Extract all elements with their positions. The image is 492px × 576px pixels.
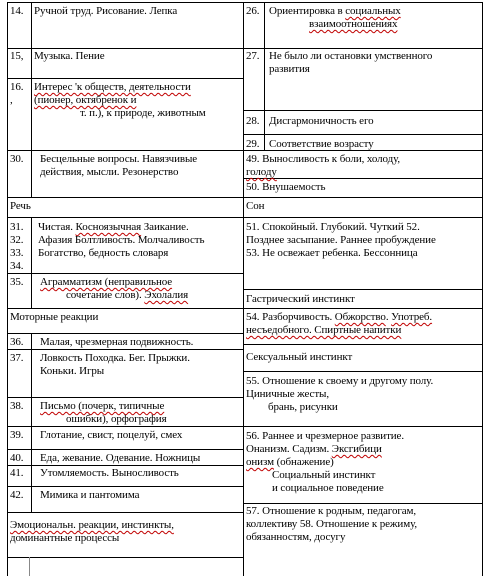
row-rule-r51	[243, 217, 482, 218]
cell-text-r36	[40, 336, 193, 349]
row-number-r42: 42.	[10, 489, 24, 501]
text-run: онизм	[246, 456, 274, 468]
text-run: 50. Внушаемость	[246, 181, 326, 193]
row-number-r15: 15,	[10, 50, 24, 62]
row-number-r31-2: 33.	[10, 247, 24, 259]
cell-line-r38-1	[66, 413, 167, 426]
cell-line-r51-0	[246, 221, 420, 234]
table-border-left	[7, 2, 8, 576]
row-number-r26: 26.	[246, 5, 260, 17]
cell-line-r56-1	[246, 443, 382, 456]
row-rule-r16	[7, 78, 243, 79]
cell-line-r56-3	[272, 469, 375, 482]
row-number-r27: 27.	[246, 50, 260, 62]
row-rule-r42	[7, 486, 243, 487]
text-run: Эксгибици	[331, 443, 382, 455]
text-run: Онанизм. Садизм.	[246, 443, 332, 455]
text-run: действия, мысли. Резонерство	[40, 166, 179, 178]
row-rule-r35	[7, 273, 243, 274]
text-run: т. п.), к природе, животным	[80, 107, 206, 119]
cell-text-r42	[40, 489, 139, 502]
cell-line-r27-0	[269, 50, 432, 63]
text-run: Обжорство	[334, 311, 386, 323]
column-divider-main	[243, 2, 244, 576]
text-run: (пионер, октябренок и	[34, 94, 137, 106]
row-number-suffix-r16: ,	[10, 94, 13, 106]
row-rule-speech	[7, 197, 243, 198]
text-run: .	[385, 311, 392, 323]
cell-text-r28	[269, 115, 374, 128]
row-rule-sleep	[243, 197, 482, 198]
number-column-motor	[31, 333, 32, 512]
row-rule-sexual	[243, 344, 482, 345]
cell-line-r26-0	[269, 5, 401, 18]
text-run: обязанностям, досугу	[246, 531, 346, 543]
cell-text-r14	[34, 5, 177, 18]
cell-text-r41	[40, 467, 179, 480]
text-run: несъедобного. Спиртные напитки	[246, 324, 402, 336]
cell-line-r35-0	[40, 276, 172, 289]
cell-line-r35-1	[66, 289, 188, 302]
row-rule-r27	[243, 48, 482, 49]
cell-line-r55-1	[246, 388, 329, 401]
row-number-r16: 16.	[10, 81, 24, 93]
cell-line-r26-1	[309, 18, 397, 31]
text-run: сочетание слов).	[66, 289, 145, 301]
row-rule-r31	[7, 217, 243, 218]
row-rule-r29	[243, 134, 482, 135]
text-run: Бесцельные вопросы. Навязчивые	[40, 153, 198, 165]
table-border-top	[7, 2, 482, 3]
number-column-right-top	[264, 2, 265, 150]
cell-line-r16-1	[34, 94, 136, 107]
text-run: Малая, чрезмерная подвижность.	[40, 336, 194, 348]
cell-line-r31-1	[38, 234, 204, 247]
text-run: Письмо (почерк, типичные	[40, 400, 165, 412]
row-rule-r56	[243, 426, 482, 427]
text-run: Не было ли остановки умственного	[269, 50, 433, 62]
row-number-r38: 38.	[10, 400, 24, 412]
row-number-r30: 30.	[10, 153, 24, 165]
text-run: 57. Отношение к родным, педагогам,	[246, 505, 417, 517]
text-run: Афазия Болтливость. Молчаливость	[38, 234, 205, 246]
cell-line-r51-2	[246, 247, 418, 260]
cell-line-r27-1	[269, 63, 310, 76]
row-rule-r41	[7, 465, 243, 466]
text-run: социальных	[345, 5, 401, 17]
cell-line-r55-0	[246, 375, 433, 388]
row-rule-r50	[243, 178, 482, 179]
section-heading-motor: Моторные реакции	[10, 311, 99, 323]
cell-line-r56-4	[272, 482, 384, 495]
row-rule-motor	[7, 308, 243, 309]
row-rule-r57	[243, 503, 482, 504]
cell-line-r30-1	[40, 166, 178, 179]
cell-line-r57-2	[246, 531, 345, 544]
text-run: Ориентировка в	[269, 5, 346, 17]
cell-line-r51-1	[246, 234, 436, 247]
text-run: Употреб.	[391, 311, 433, 323]
text-run: Соответствие возрасту	[269, 138, 374, 150]
text-run: Социальный инстинкт	[272, 469, 376, 481]
row-number-r14: 14.	[10, 5, 24, 17]
cell-line-emo-1	[10, 532, 119, 545]
cell-line-r49-0	[246, 153, 400, 166]
cell-line-r56-2	[246, 456, 334, 469]
faint-divider-bottom	[29, 557, 30, 576]
cell-line-r37-1	[40, 365, 104, 378]
row-rule-r54	[243, 308, 482, 309]
text-run: Интерес 'к обществ, деятельности	[34, 81, 191, 93]
text-run: Глотание, свист, поцелуй, смех	[40, 429, 183, 441]
text-run: Аграмматизм (неправильное	[40, 276, 173, 288]
text-run: Еда, жевание. Одевание. Ножницы	[40, 452, 201, 464]
row-rule-r15	[7, 48, 243, 49]
cell-line-r57-1	[246, 518, 417, 531]
row-number-r41: 41.	[10, 467, 24, 479]
row-rule-r36	[7, 333, 243, 334]
row-number-r31-0: 31.	[10, 221, 24, 233]
text-run: 49. Выносливость к боли, холоду,	[246, 153, 401, 165]
text-run: доминантные процессы	[10, 532, 120, 544]
row-number-r28: 28.	[246, 115, 260, 127]
number-column-left-top	[31, 2, 32, 152]
row-rule-bottom-left	[7, 557, 243, 558]
text-run: (обнажение)	[273, 456, 334, 468]
row-rule-r40	[7, 449, 243, 450]
row-number-r36: 36.	[10, 336, 24, 348]
text-run: Заикание.	[141, 221, 189, 233]
row-rule-gastric	[243, 289, 482, 290]
section-heading-gastric: Гастрический инстинкт	[246, 293, 355, 305]
cell-line-r54-1	[246, 324, 401, 337]
text-run: Эхолалия	[144, 289, 189, 301]
cell-text-r15	[34, 50, 105, 63]
number-column-speech	[31, 217, 32, 308]
text-run: Позднее засыпание. Раннее пробуждение	[246, 234, 436, 246]
text-run: Богатство, бедность словаря	[38, 247, 169, 259]
text-run: Косноязычная	[75, 221, 142, 233]
row-number-r35: 35.	[10, 276, 24, 288]
text-run: Музыка. Пение	[34, 50, 105, 62]
section-heading-sexual: Сексуальный инстинкт	[246, 351, 353, 363]
text-run: развития	[269, 63, 310, 75]
text-run: голоду	[246, 166, 277, 178]
text-run: взаимоотношениях	[309, 18, 398, 30]
row-number-r37: 37.	[10, 352, 24, 364]
cell-line-r16-2	[80, 107, 206, 120]
text-run: Чистая.	[38, 221, 76, 233]
text-run: Ручной труд. Рисование. Лепка	[34, 5, 178, 17]
cell-line-r55-2	[268, 401, 338, 414]
cell-text-r50	[246, 181, 325, 194]
row-rule-r30	[7, 150, 243, 151]
text-run: Дисгармоничность его	[269, 115, 374, 127]
cell-line-r54-0	[246, 311, 432, 324]
text-run: 56. Раннее и чрезмерное развитие.	[246, 430, 404, 442]
row-number-r39: 39.	[10, 429, 24, 441]
text-run: брань, рисунки	[268, 401, 338, 413]
text-run: Утомляемость. Выносливость	[40, 467, 179, 479]
text-run: 51. Спокойный. Глубокий. Чуткий 52.	[246, 221, 420, 233]
table-border-right	[482, 2, 483, 576]
cell-line-r38-0	[40, 400, 164, 413]
text-run: и социальное поведение	[272, 482, 384, 494]
text-run: ошибки), орфография	[66, 413, 167, 425]
row-number-r29: 29.	[246, 138, 260, 150]
text-run: коллективу 58. Отношение к режиму,	[246, 518, 418, 530]
row-rule-emo	[7, 512, 243, 513]
row-rule-r28-top	[243, 110, 482, 111]
cell-line-r31-2	[38, 247, 168, 260]
row-rule-r37	[7, 349, 243, 350]
text-run: 54. Разборчивость.	[246, 311, 335, 323]
section-heading-speech: Речь	[10, 200, 31, 212]
text-run: 55. Отношение к своему и другому полу.	[246, 375, 434, 387]
section-heading-sleep: Сон	[246, 200, 265, 212]
cell-line-r37-0	[40, 352, 190, 365]
row-number-r40: 40.	[10, 452, 24, 464]
cell-text-r29	[269, 138, 374, 151]
cell-line-r56-0	[246, 430, 404, 443]
row-rule-r38	[7, 397, 243, 398]
text-run: Эмоциональн. реакции, инстинкты,	[10, 519, 174, 531]
cell-line-emo-0	[10, 519, 174, 532]
text-run: Ловкость Походка. Бег. Прыжки.	[40, 352, 190, 364]
cell-line-r31-0	[38, 221, 189, 234]
cell-line-r30-0	[40, 153, 197, 166]
row-rule-r39	[7, 426, 243, 427]
cell-line-r16-0	[34, 81, 191, 94]
cell-text-r40	[40, 452, 200, 465]
text-run: Коньки. Игры	[40, 365, 105, 377]
cell-line-r57-0	[246, 505, 416, 518]
text-run: Циничные жесты,	[246, 388, 329, 400]
row-number-r31-1: 32.	[10, 234, 24, 246]
cell-text-r39	[40, 429, 182, 442]
row-number-r31-3: 34.	[10, 260, 24, 272]
number-column-r30	[31, 150, 32, 197]
cell-line-r49-1	[246, 166, 277, 179]
text-run: 53. Не освежает ребенка. Бессонница	[246, 247, 418, 259]
text-run: Мимика и пантомима	[40, 489, 140, 501]
row-rule-r55	[243, 371, 482, 372]
